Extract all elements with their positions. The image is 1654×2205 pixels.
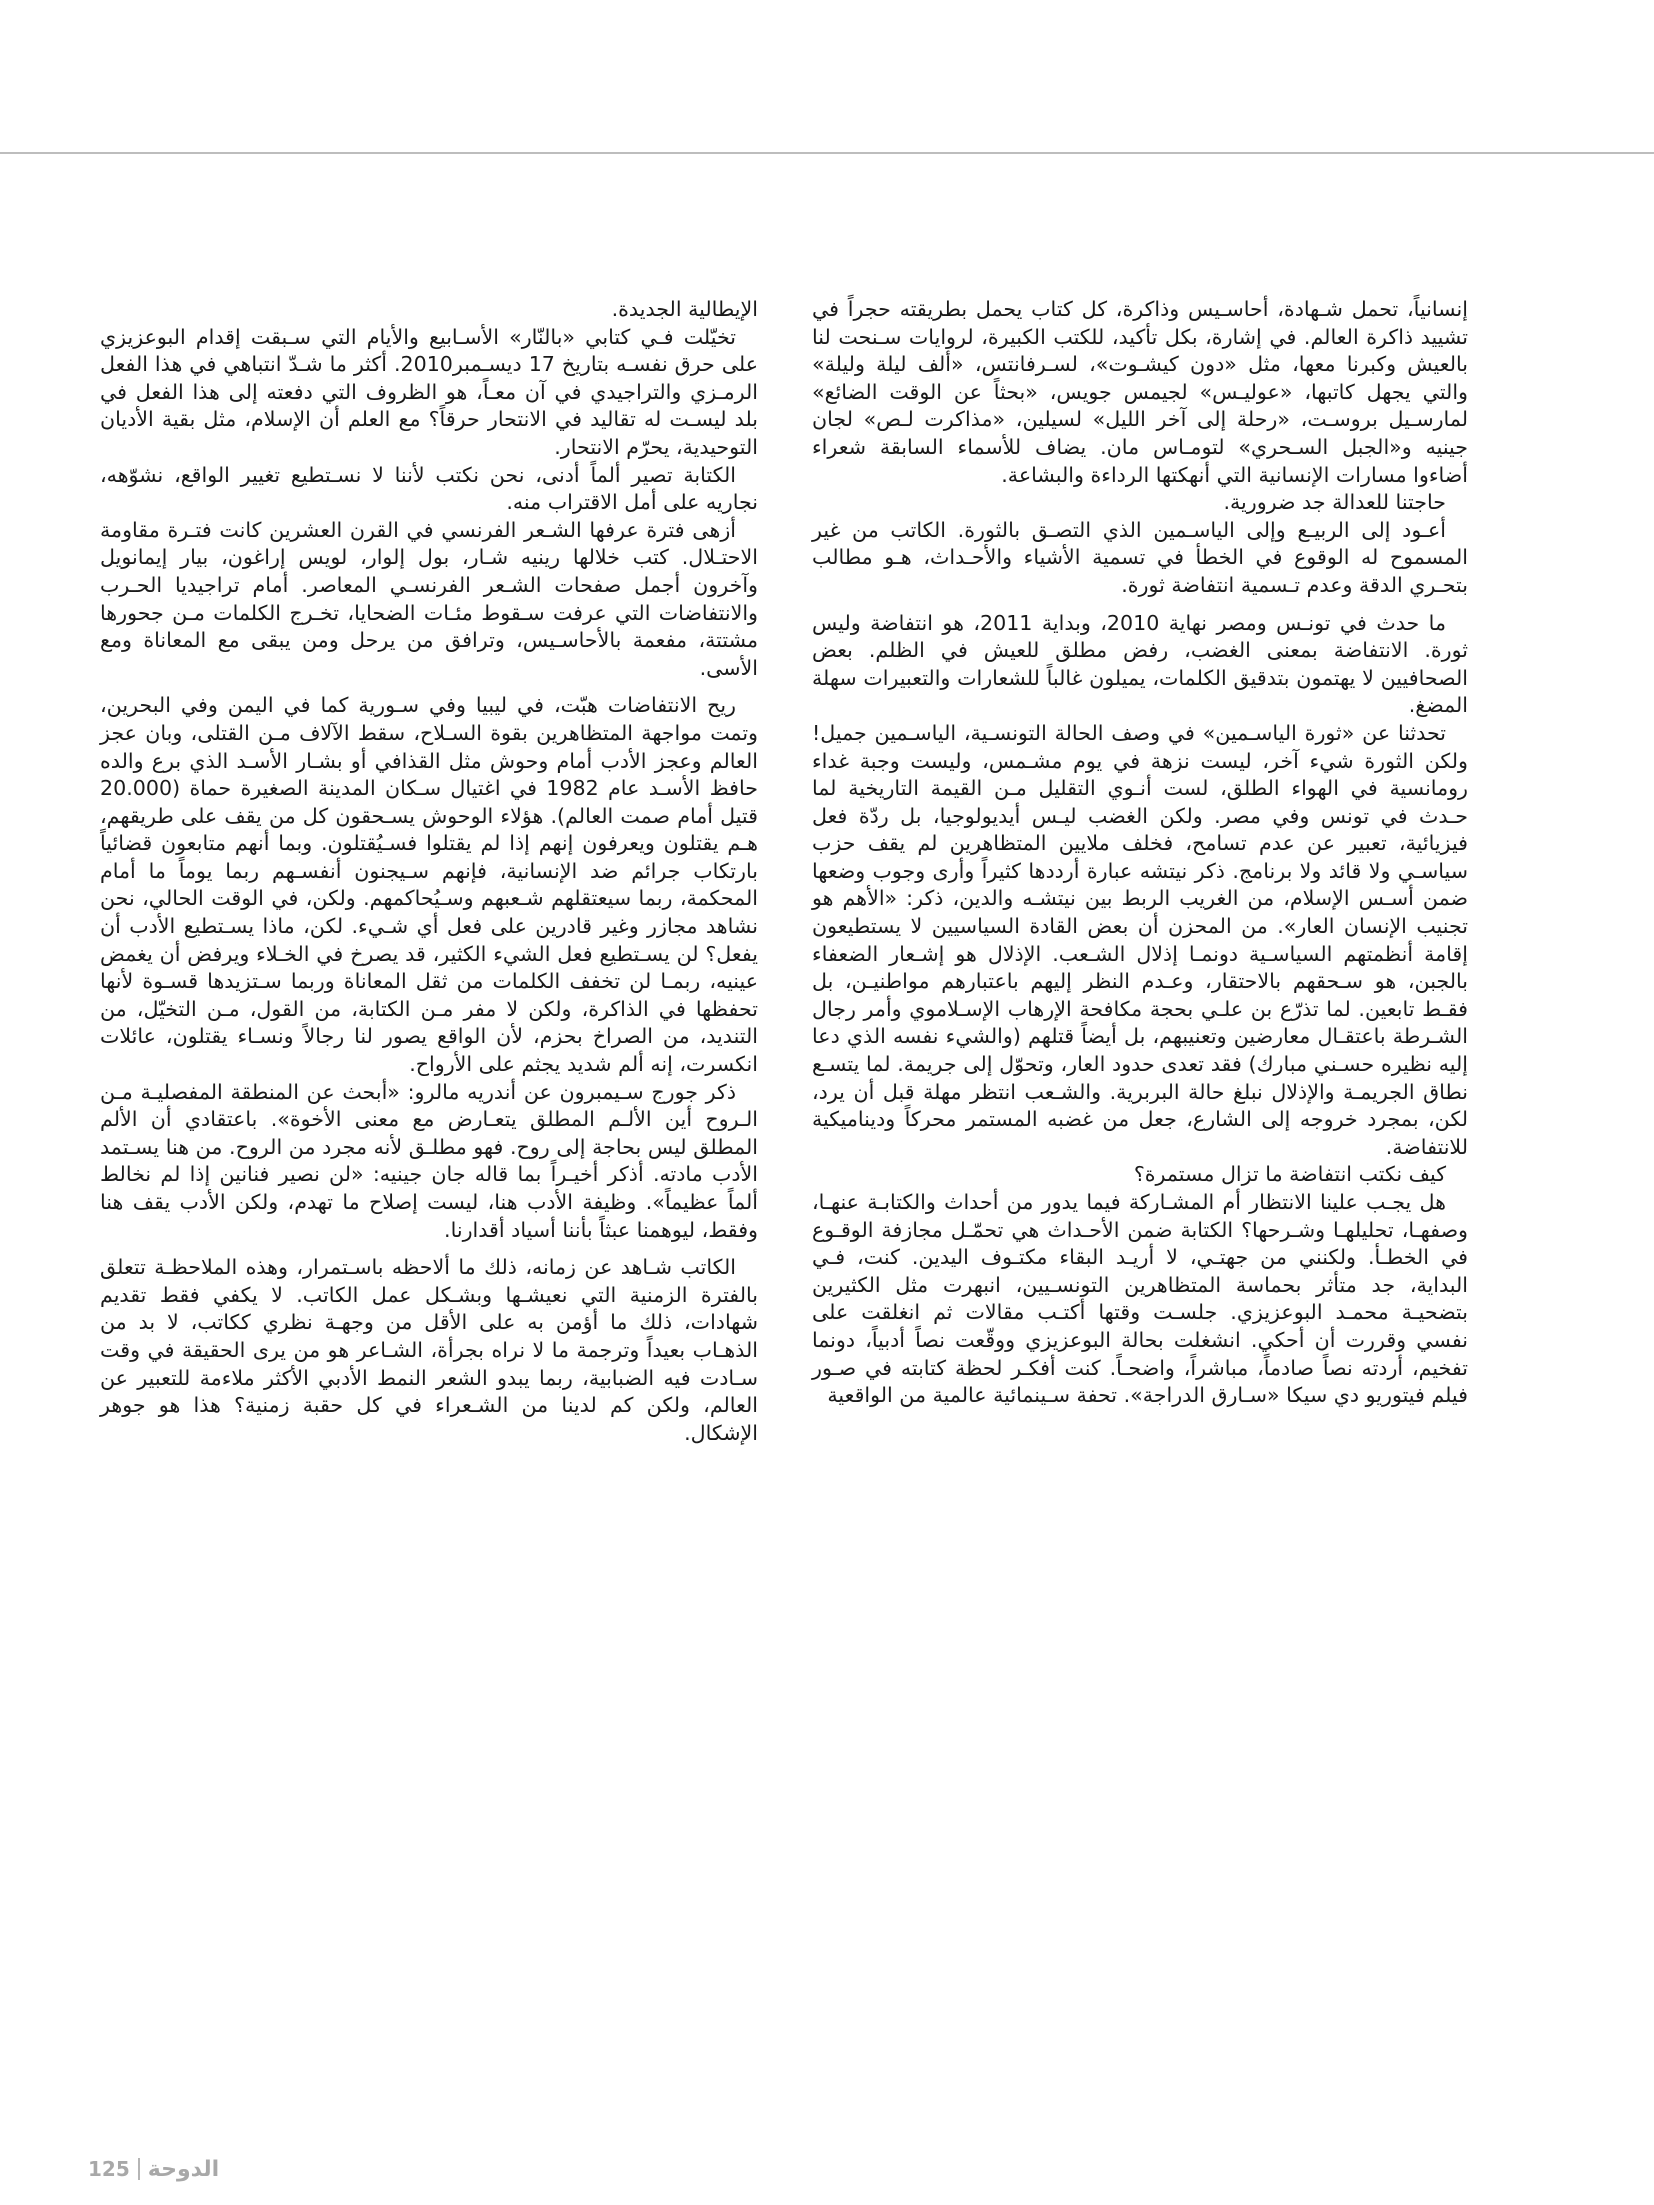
paragraph: ذكر جورج سـيمبرون عن أندريه مالرو: «أبحث عن المنطقة المفصليـة مـن الـروح أين الألـم المطلق يتعـارض مع معنى الأخوة». باعتقادي أن الألم المطلق ليس بحاجة إلى روح. فهو مطلـق لأنه مجرد من الروح. من هنا يسـتمد الأدب مادته. أذكر أخيـراً بما قاله جان جينيه: «لن نصير فنانين إذا لم نخالط ألماً عظيماً». وظيفة الأدب هنا، ليست إصلاح ما تهدم، ولكن الأدب يقف هنا وفقط، ليوهمنا عبثاً بأننا أسياد أقدارنا. [100,1079,758,1242]
paragraph: إنسانياً، تحمل شـهادة، أحاسـيس وذاكرة، كل كتاب يحمل بطريقته حجراً في تشييد ذاكرة العالم. في إشارة، بكل تأكيد، للكتب الكبيرة، لروايات سـنحت لنا بالعيش وكبرنا معها، مثل «دون كيشـوت»، لسـرفانتس، «ألف ليلة وليلة» والتي يجهل كاتبها، «عوليـس» لجيمس جويس، «بحثاً عن الوقت الضائع» لمارسـيل بروسـت، «رحلة إلى آخر الليل» لسيلين، «مذاكرت لـص» لجان جينيه و«الجبل السـحري» لتومـاس مان. يضاف للأسماء السابقة شعراء أضاءوا مسارات الإنسانية التي أنهكتها الرداءة والبشاعة. [812,297,1468,487]
paragraph: الكتابة تصير ألماً أدنى، نحن نكتب لأننا لا نسـتطيع تغيير الواقع، نشوّهه، نجاريه على أمل الاقتراب منه. [100,462,758,515]
section-question: كيف نكتب انتفاضة ما تزال مستمرة؟ [1133,1162,1446,1187]
article-column-left [100,296,758,1447]
paragraph: حاجتنا للعدالة جد ضرورية. [1223,490,1446,515]
top-rule [0,152,1654,154]
footer-divider [138,2158,140,2180]
magazine-name: الدوحة [147,2156,220,2182]
paragraph: ريح الانتفاضات هبّت، في ليبيا وفي سـورية كما في اليمن وفي البحرين، وتمت مواجهة المتظاهرين بقوة السـلاح، سقط الآلاف مـن القتلى، وبان عجز العالم وعجز الأدب أمام وحوش مثل القذافي أو بشـار الأسـد الذي برع والده حافظ الأسـد عام 1982 في اغتيال سـكان المدينة الصغيرة حماة (20.000 قتيل أمام صمت العالم). هؤلاء الوحوش يسـحقون كل من يقف على طريقهم، هـم يقتلون ويعرفون إنهم إذا لم يقتلوا فسـيُقتلون. وبما أنهم متابعون قضائياً بارتكاب جرائم ضد الإنسانية، فإنهم سـيجنون أنفسـهم ربما يوماً ما أمام المحكمة، ربما سيعتقلهم شـعبهم وسـيُحاكمهم. ولكن، في الوقت الحالي، نحن نشاهد مجازر وغير قادرين على فعل أي شـيء. لكن، ماذا يسـتطيع الأدب أن يفعل؟ لن يسـتطيع فعل الشيء الكثير، قد يصرخ في الخـلاء ويرفض أن يغمض عينيه، ربمـا لن تخفف الكلمات من ثقل المعاناة وربما سـتزيدها قسـوة لأنها تحفظها في الذاكرة، ولكن لا مفر مـن الكتابة، من القول، مـن التخيّل، من التنديد، من الصراخ بحزم، لأن الواقع يصور لنا رجالاً ونسـاء يقتلون، عائلات انكسرت، إنه ألم شديد يجثم على الأرواح. [100,693,759,1077]
paragraph: تخيّلت فـي كتابي «بالنّار» الأسـابيع والأيام التي سـبقت إقدام البوعزيزي على حرق نفسـه بتاريخ 17 ديسـمبر2010. أكثر ما شـدّ انتباهي في هذا الفعل الرمـزي والتراجيدي في آن معـاً، هو الظروف التي دفعته إلى هذا الفعل في بلد ليسـت له تقاليد في الانتحار حرقاً؟ مع العلم أن الإسلام، مثل بقية الأديان التوحيدية، يحرّم الانتحار. [100,324,758,459]
paragraph: هل يجـب علينا الانتظار أم المشـاركة فيما يدور من أحداث والكتابـة عنهـا، وصفهـا، تحليلهـا وشـرحها؟ الكتابة ضمن الأحـداث هي تحمّـل مجازفة الوقـوع في الخطـأ. ولكنني من جهتـي، لا أريـد البقاء مكتـوف اليدين. كنت، فـي البداية، جد متأثر بحماسة المتظاهرين التونسـيين، انبهرت مثل الكثيرين بتضحيـة محمـد البوعزيزي. جلسـت وقتها أكتـب مقالات ثم انغلقت على نفسي وقررت أن أحكي. انشغلت بحالة البوعزيزي ووقّعت نصاً أدبياً، دونما تفخيم، أردته نصاً صادماً، مباشراً، واضحـاً. كنت أفكـر لحظة كتابته في صـور فيلم فيتوريو دي سيكا «سـارق الدراجة». تحفة سـينمائية عالمية من الواقعية [812,1190,1468,1408]
article-column-right [812,296,1468,1410]
page-footer [88,2154,219,2184]
paragraph: الإيطالية الجديدة. [611,297,758,321]
page-number: 125 [88,2157,130,2181]
paragraph: تحدثنا عن «ثورة الياسـمين» في وصف الحالة التونسـية، الياسـمين جميل! ولكن الثورة شيء آخر، ليست نزهة في يوم مشـمس، وليست وجبة غداء رومانسية في الهواء الطلق، لست أنـوي التقليل مـن القيمة التاريخية لما حـدث في تونس وفي مصر. ولكن الغضب ليـس أيديولوجيا، بل ردّة فعل فيزيائية، تعبير عن عدم تسامح، فخلف ملايين المتظاهرين لم يقف حزب سياسـي ولا قائد ولا برنامج. ذكر نيتشه عبارة أرددها كثيراً وأرى وجوب وضعها ضمن أسـس الإسلام، من الغريب الربط بين نيتشـه والدين، ذكر: «الأهم هو تجنيب الإنسان العار». من المحزن أن بعض القادة السياسيين لا يستطيعون إقامة أنظمتهم السياسـية دونمـا إذلال الشـعب. الإذلال هو إشـعار الضعفاء بالجبن، هو سـحقهم بالاحتقار، وعـدم النظر إليهم باعتبارهم مواطنيـن، بل فقـط تابعين. لما تذرّع بن علـي بحجة مكافحة الإرهاب الإسـلاموي وأمر رجال الشـرطة باعتقـال معارضين وتعنيبهم، بل أيضاً قتلهم (والشيء نفسه الذي دعا إليه نظيره حسـني مبارك) فقد تعدى حدود العار، وتحوّل إلى جريمة. لما يتسـع نطاق الجريمـة والإذلال نبلغ حالة البربرية. والشـعب انتظر مهلة قبل أن يرد، لكن، بمجرد خروجه إلى الشارع، جعل من غضبه المستمر محركاً وديناميكية للانتفاضة. [812,720,1468,1159]
paragraph: أزهى فترة عرفها الشـعر الفرنسي في القرن العشرين كانت فتـرة مقاومة الاحتـلال. كتب خلالها رينيه شـار، بول إلوار، لويس إراغون، بيار إيمانويل وآخرون أجمل صفحات الشـعر الفرنسـي المعاصر. أمام تراجيديا الحـرب والانتفاضات التي عرفت سـقوط مئـات الضحايا، تخـرج الكلمات مـن جحورها مشتتة، مفعمة بالأحاسـيس، وترافق من يرحل ومن يبقى مع المعاناة ومع الأسى. [100,517,758,680]
paragraph: أعـود إلى الربيـع وإلى الياسـمين الذي التصـق بالثورة. الكاتب من غير المسموح له الوقوع في الخطأ في تسمية الأشياء والأحـداث، هـو مطالب بتحـري الدقة وعدم تـسمية انتفاضة ثورة. [812,517,1468,597]
paragraph: ما حدث في تونـس ومصر نهاية 2010، وبداية 2011، هو انتفاضة وليس ثورة. الانتفاضة بمعنى الغضب، رفض مطلق للعيش في الظلم. بعض الصحافيين لا يهتمون بتدقيق الكلمات، يميلون غالباً للشعارات والتعبيرات سهلة المضغ. [812,610,1468,718]
paragraph: الكاتب شـاهد عن زمانه، ذلك ما ألاحظه باسـتمرار، وهذه الملاحظـة تتعلق بالفترة الزمنية التي نعيشـها وبشـكل عمل الكاتب. لا يكفي فقط تقديم شهادات، ذلك ما أؤمن به على الأقل من وجهـة نظري ككاتب، لا بد من الذهـاب بعيداً وترجمة ما لا نراه بجرأة، الشـاعر هو من يرى الحقيقة في وقت سـادت فيه الضبابية، ربما يبدو الشعر النمط الأدبي الأكثر ملاءمة للتعبير عن العالم، ولكن كم لدينا من الشـعراء في كل حقبة زمنية؟ هذا هو جوهر الإشكال. [100,1255,758,1445]
